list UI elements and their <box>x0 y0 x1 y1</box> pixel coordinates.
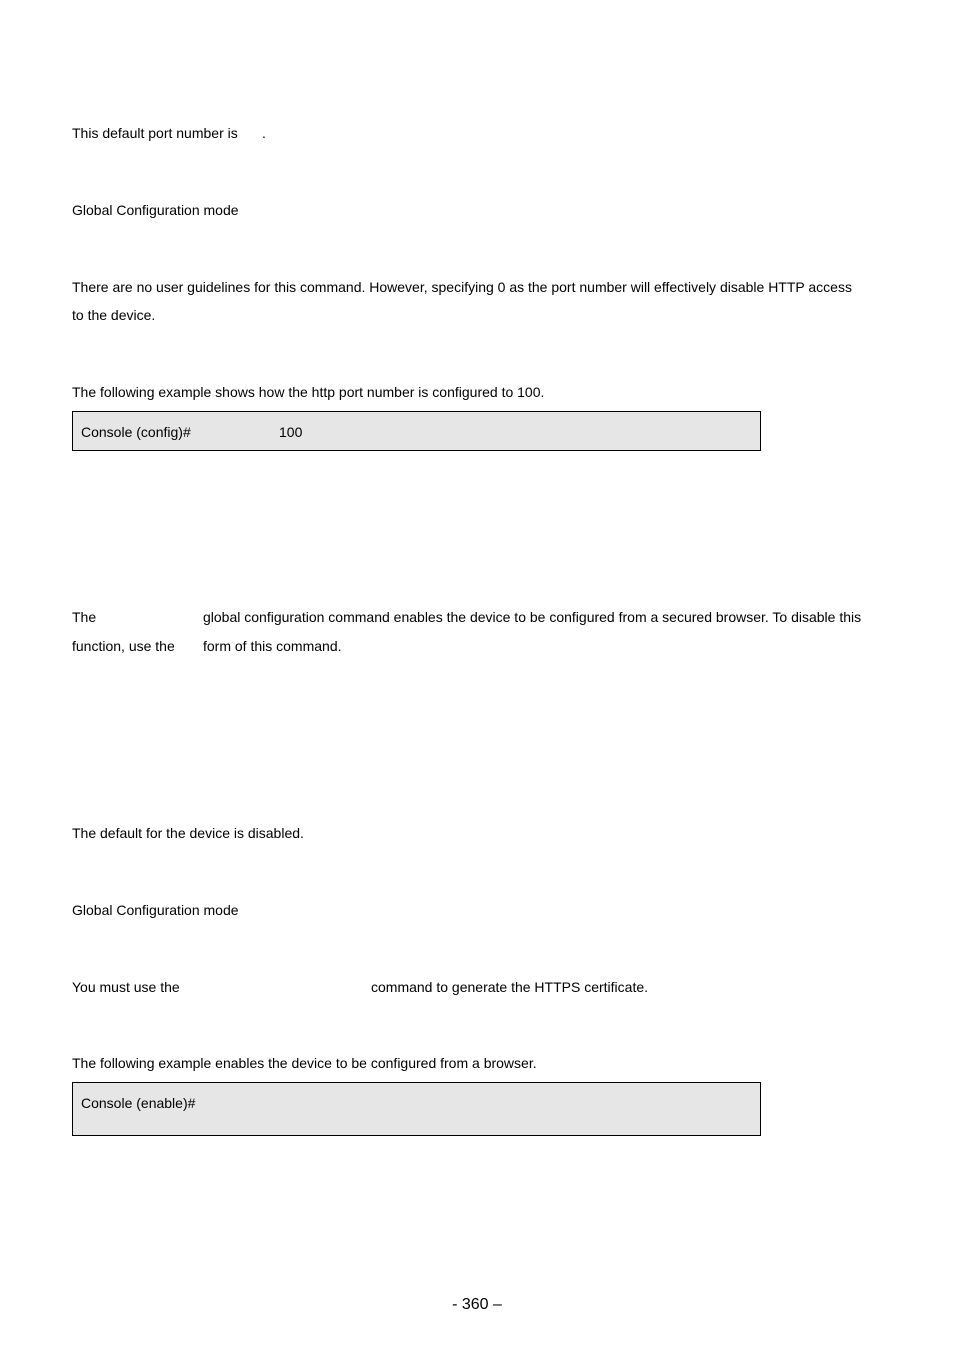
console-prompt: Console (config)# <box>81 424 191 440</box>
description-line-1-suffix: global configuration command enables the device to be configured from a secured browser. To disable this <box>203 609 862 625</box>
default-setting-text: The default for the device is disabled. <box>72 825 304 841</box>
code-example-box <box>72 411 761 451</box>
command-mode-text: Global Configuration mode <box>72 202 239 218</box>
user-guideline-suffix: command to generate the HTTPS certificate. <box>371 979 649 995</box>
description-line-1-prefix: The <box>72 609 97 625</box>
page-number: - 360 – <box>452 1296 502 1313</box>
example-description: The following example shows how the http port number is configured to 100. <box>72 384 545 400</box>
example-description-2: The following example enables the device to be configured from a browser. <box>72 1055 537 1071</box>
user-guideline-line-1: There are no user guidelines for this command. However, specifying 0 as the port number will effectively disable HTTP access <box>72 279 852 295</box>
command-mode-text-2: Global Configuration mode <box>72 902 239 918</box>
default-port-period: . <box>262 125 266 141</box>
code-example-box-2 <box>72 1082 761 1136</box>
console-prompt-2: Console (enable)# <box>81 1095 196 1111</box>
default-port-text: This default port number is <box>72 125 238 141</box>
user-guideline-line-2: to the device. <box>72 307 156 323</box>
port-value: 100 <box>279 424 303 440</box>
description-line-2-suffix: form of this command. <box>203 638 342 654</box>
user-guideline-prefix: You must use the <box>72 979 180 995</box>
description-line-2-prefix: function, use the <box>72 638 175 654</box>
